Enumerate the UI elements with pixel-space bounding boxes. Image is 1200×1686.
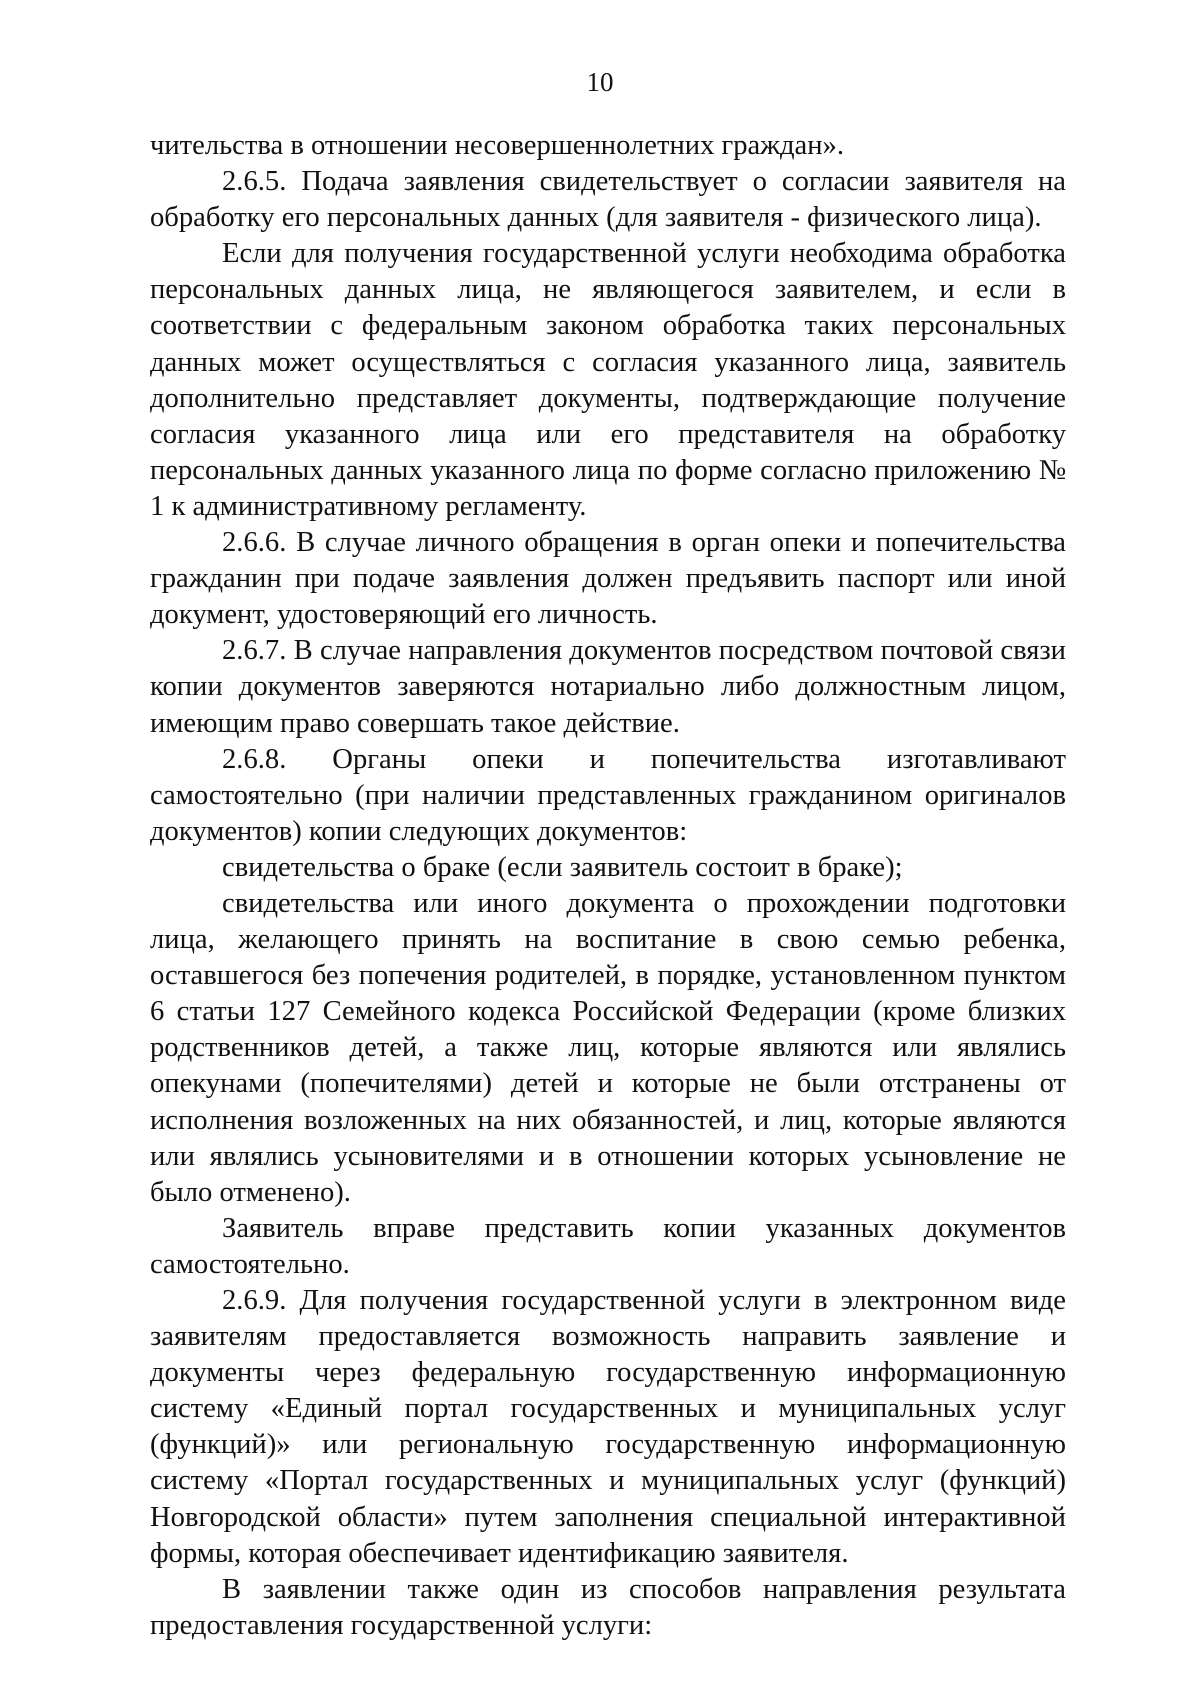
paragraph-2-6-6: 2.6.6. В случае личного обращения в орган опеки и попечительства гражданин при подаче заявления должен предъявить паспорт или иной документ, удостоверяющий его личность. [150, 527, 1066, 631]
document-body [150, 128, 1066, 1644]
paragraph-continuation: чительства в отношении несовершеннолетних граждан». [150, 130, 844, 161]
paragraph-2-6-7: 2.6.7. В случае направления документов посредством почтовой связи копии документов заверяются нотариально либо должностным лицом, имеющим право совершать такое действие. [150, 635, 1066, 739]
list-item-marriage-certificate: свидетельства о браке (если заявитель состоит в браке); [222, 851, 903, 883]
paragraph-result-delivery: В заявлении также один из способов направления результата предоставления государственной услуги: [150, 1573, 1066, 1641]
paragraph-applicant-copies: Заявитель вправе представить копии указанных документов самостоятельно. [150, 1212, 1066, 1280]
page-number: 10 [586, 67, 614, 97]
list-item-training-certificate: свидетельства или иного документа о прохождении подготовки лица, желающего принять на воспитание в свою семью ребенка, оставшегося без попечения родителей, в порядке, установленном пунктом 6 статьи 127 Семейного кодекса Российской Федерации (кроме близких родственников детей, а также лиц, которые являются или являлись опекунами (попечителями) детей и которые не были отстранены от исполнения возложенных на них обязанностей, и лиц, которые являются или являлись усыновителями и в отношении которых усыновление не было отменено). [150, 887, 1066, 1208]
paragraph-2-6-5: 2.6.5. Подача заявления свидетельствует о согласии заявителя на обработку его персональных данных (для заявителя - физического лица). [150, 166, 1066, 234]
paragraph-personal-data-consent: Если для получения государственной услуги необходима обработка персональных данных лица, не являющегося заявителем, и если в соответствии с федеральным законом обработка таких персональных данных может осуществляться с согласия указанного лица, заявитель дополнительно представляет документы, подтверждающие получение согласия указанного лица или его представителя на обработку персональных данных указанного лица по форме согласно приложению № 1 к административному регламенту. [150, 238, 1066, 522]
paragraph-2-6-9: 2.6.9. Для получения государственной услуги в электронном виде заявителям предоставляется возможность направить заявление и документы через федеральную государственную информационную систему «Единый портал государственных и муниципальных услуг (функций)» или региональную государственную информационную систему «Портал государственных и муниципальных услуг (функций) Новгородской области» путем заполнения специальной интерактивной формы, которая обеспечивает идентификацию заявителя. [150, 1285, 1066, 1569]
paragraph-2-6-8: 2.6.8. Органы опеки и попечительства изготавливают самостоятельно (при наличии представленных гражданином оригиналов документов) копии следующих документов: [150, 743, 1066, 847]
